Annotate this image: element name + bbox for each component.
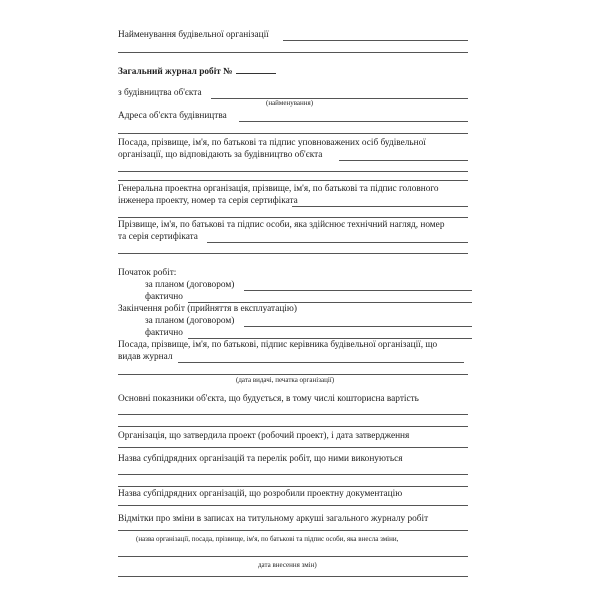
blank-line — [118, 426, 468, 427]
blank-line — [118, 217, 468, 218]
changes-date-caption: дата внесення змін) — [258, 561, 317, 569]
blank-line — [118, 530, 468, 531]
blank-line — [118, 171, 468, 172]
org-name-label: Найменування будівельної організації — [118, 30, 269, 40]
end-plan-label: за планом (договором) — [145, 316, 235, 326]
end-actual-label: фактично — [145, 328, 183, 338]
issue-date-caption: (дата видачі, печатка організації) — [236, 376, 335, 384]
indicators-label: Основні показники об'єкта, що будується, в тому числі кошторисна вартість — [118, 394, 419, 404]
changes-label: Відмітки про зміни в записах на титульному аркуші загального журналу робіт — [118, 514, 429, 524]
designer-label-2: інженера проекту, номер та серія сертифіката — [118, 196, 298, 206]
changes-caption: (назва організації, посада, прізвище, ім'я, по батькові та підпис особи, яка внесла зміни, — [136, 535, 399, 543]
blank-line — [118, 52, 468, 53]
blank-line — [118, 374, 468, 375]
designer-label-1: Генеральна проектна організація, прізвище, ім'я, по батькові та підпис головного — [118, 184, 439, 194]
issuer-label-1: Посада, прізвище, ім'я, по батькові, підпис керівника будівельної організації, що — [118, 340, 438, 350]
issuer-line — [178, 362, 464, 363]
officials-label-2: організації, що відповідають за будівництво об'єкта — [118, 150, 323, 160]
subcontractors-label: Назва субпідрядних організацій та перелік робіт, що ними виконуються — [118, 454, 403, 464]
officials-line — [339, 160, 468, 161]
blank-line — [118, 180, 468, 181]
issuer-label-2: видав журнал — [118, 352, 173, 362]
address-line — [239, 121, 468, 122]
supervision-line — [207, 242, 468, 243]
start-plan-line — [244, 290, 472, 291]
naming-caption: (найменування) — [266, 99, 314, 107]
supervision-label-2: та серія сертифіката — [118, 232, 198, 242]
end-label: Закінчення робіт (прийняття в експлуатацію) — [118, 304, 297, 314]
blank-line — [118, 505, 468, 506]
approver-label: Організація, що затвердила проект (робочий проект), і дата затвердження — [118, 431, 410, 441]
blank-line — [118, 414, 468, 415]
blank-line — [118, 253, 468, 254]
end-plan-line — [244, 326, 472, 327]
supervision-label-1: Прізвище, ім'я, по батькові та підпис особи, яка здійснює технічний нагляд, номер — [118, 220, 445, 230]
blank-line — [118, 133, 468, 134]
blank-line — [118, 486, 468, 487]
address-label: Адреса об'єкта будівництва — [118, 111, 227, 121]
journal-number-line — [236, 65, 276, 74]
start-plan-label: за планом (договором) — [145, 280, 235, 290]
blank-line — [118, 556, 468, 557]
object-line — [211, 98, 468, 99]
org-name-line — [283, 40, 468, 41]
blank-line — [118, 576, 468, 577]
journal-title: Загальний журнал робіт № — [118, 65, 276, 78]
officials-label-1: Посада, прізвище, ім'я, по батькові та підпис уповноважених осіб будівельної — [118, 138, 426, 148]
subdesigners-label: Назва субпідрядних організацій, що розробили проектну документацію — [118, 489, 403, 499]
designer-line — [292, 206, 468, 207]
end-actual-line — [188, 338, 472, 339]
start-actual-line — [188, 302, 472, 303]
blank-line — [118, 474, 468, 475]
start-actual-label: фактично — [145, 292, 183, 302]
blank-line — [118, 447, 468, 448]
start-label: Початок робіт: — [118, 268, 177, 278]
object-label: з будівництва об'єкта — [118, 88, 202, 98]
